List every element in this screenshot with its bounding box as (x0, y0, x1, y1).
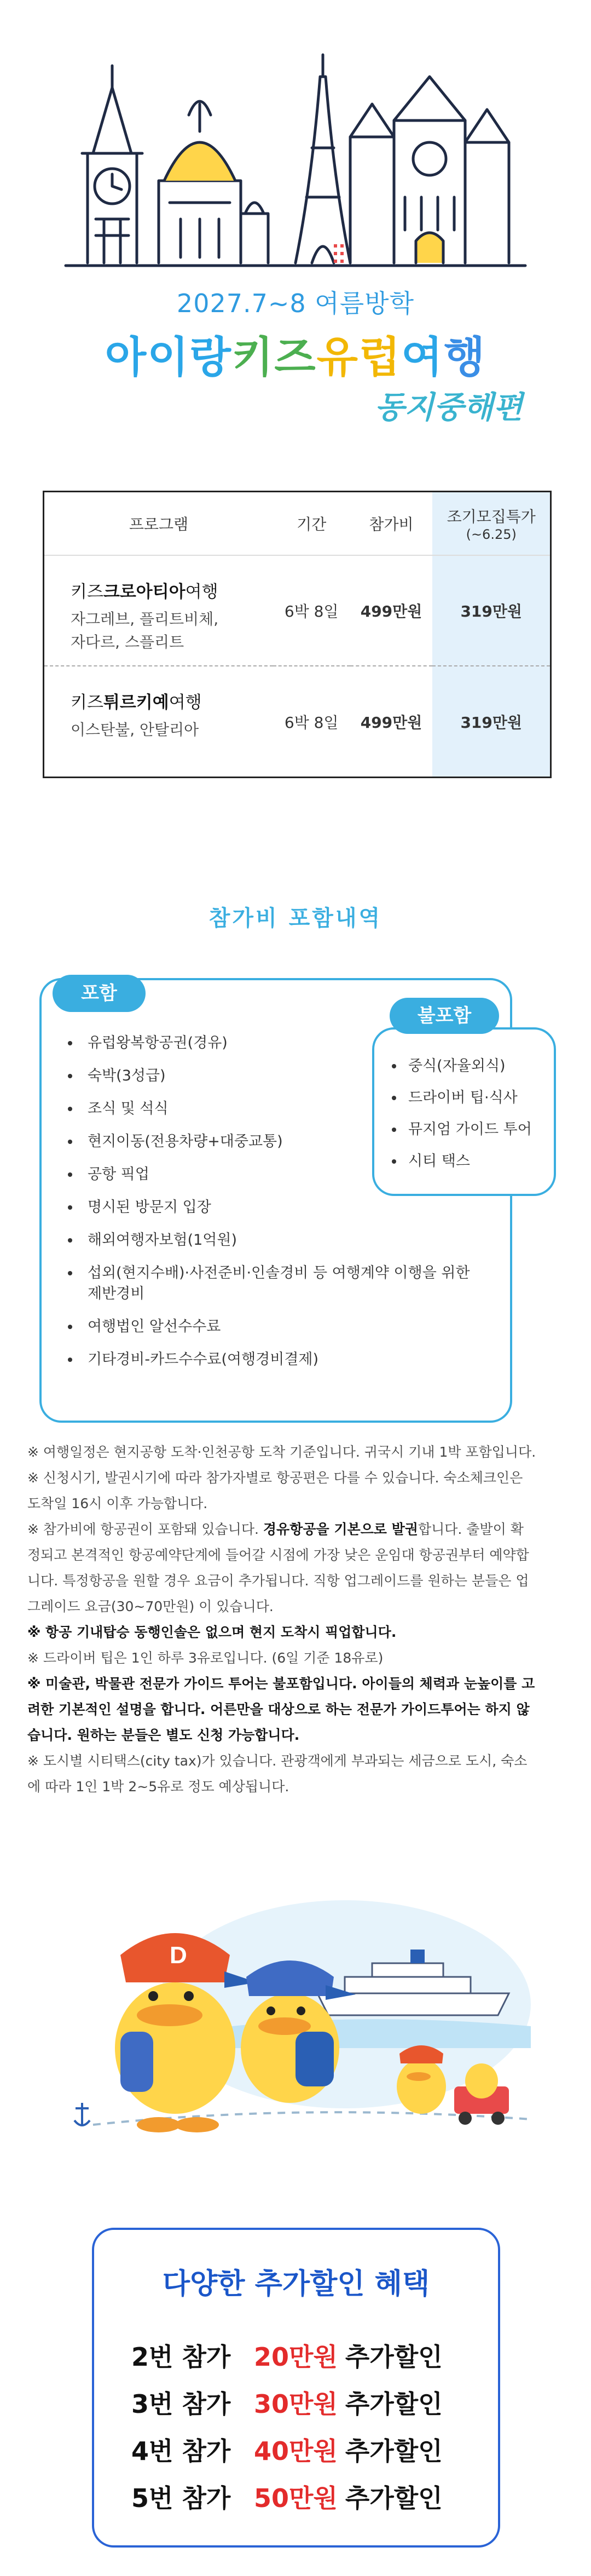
program-name-prefix: 키즈 (71, 582, 103, 602)
price-cell: 499만원 (360, 713, 422, 732)
list-item: 뮤지엄 가이드 투어 (390, 1119, 554, 1140)
note-line: 정되고 본격적인 항공예약단계에 들어갈 시점에 가장 낮은 운임대 항공권부터 예약합 (27, 1547, 529, 1563)
program-name-prefix: 키즈 (71, 693, 103, 712)
program-cell (44, 666, 273, 777)
cathedral-dome-icon (159, 101, 268, 263)
discount-suffix: 추가할인 (345, 2342, 443, 2372)
note-text: ※ 참가비에 항공권이 포함돼 있습니다. (27, 1521, 263, 1537)
list-item: 명시된 방문지 입장 (66, 1197, 372, 1218)
list-item: 해외여행자보험(1억원) (66, 1230, 372, 1251)
duration-cell: 6박 8일 (273, 555, 350, 666)
hero-title-part: 유럽 (316, 333, 402, 382)
note-bold: ※ 미술관, 박물관 전문가 가이드 투어는 불포함입니다. 아이들의 체력과 눈높이를 고 (27, 1676, 535, 1692)
list-item: 여행법인 알선수수료 (66, 1316, 372, 1337)
eiffel-tower-icon (296, 55, 350, 263)
list-item: 조식 및 석식 (66, 1099, 372, 1119)
svg-text:D: D (170, 1942, 187, 1969)
program-name (71, 688, 273, 713)
hero-tagline: 동지중해편 (374, 390, 523, 426)
note-line: ※ 여행일정은 현지공항 도착·인천공항 도착 기준입니다. 귀국시 기내 1박 포함입니다. (27, 1444, 536, 1460)
program-name-bold: 크로아티아 (103, 582, 186, 602)
note-line: 니다. 특정항공을 원할 경우 요금이 추가됩니다. 직항 업그레이드를 원하는 분들은 업 (27, 1573, 529, 1589)
discount-row (131, 2384, 471, 2420)
hero-subtitle: 2027.7~8 여름방학 (176, 289, 415, 318)
note-bold: 경유항공을 기본으로 발권 (263, 1521, 418, 1537)
header-program: 프로그램 (44, 492, 273, 555)
hero-title-part: 키즈 (231, 333, 317, 382)
note-line: 그레이드 요금(30~70만원) 이 있습니다. (27, 1599, 274, 1614)
list-item: 드라이버 팁·식사 (390, 1088, 554, 1108)
early-price-cell: 319만원 (432, 666, 550, 777)
price-table (43, 491, 552, 778)
discount-label: 2번 참가 (131, 2342, 231, 2372)
note-line (27, 1722, 569, 1748)
note-line (27, 1619, 569, 1645)
list-item: 공항 픽업 (66, 1164, 372, 1185)
table-row (44, 555, 550, 666)
hero-title (0, 323, 591, 384)
program-name-suffix: 여행 (169, 693, 202, 712)
discount-row (131, 2479, 471, 2515)
list-item: 기타경비-카드수수료(여행경비결제) (66, 1349, 372, 1370)
discount-suffix: 추가할인 (345, 2389, 443, 2419)
table-header-row (44, 492, 550, 555)
note-line: ※ 드라이버 팁은 1인 하루 3유로입니다. (6일 기준 18유로) (27, 1650, 384, 1666)
discount-row (131, 2431, 471, 2468)
excluded-badge: 불포함 (390, 998, 499, 1034)
hero-title-part: 아이랑 (105, 333, 232, 382)
note-line (27, 1671, 569, 1697)
note-line (27, 1516, 569, 1542)
list-item: 숙박(3성급) (66, 1066, 372, 1086)
discount-amount: 30만원 (254, 2389, 338, 2419)
discount-row (131, 2337, 471, 2373)
program-name (71, 578, 273, 602)
discount-title: 다양한 추가할인 혜택 (162, 2268, 430, 2301)
notes (27, 1439, 569, 1799)
discount-label: 3번 참가 (131, 2389, 231, 2419)
program-cell (44, 555, 273, 666)
program-name-bold: 튀르키예 (103, 693, 169, 712)
discount-label: 5번 참가 (131, 2483, 231, 2513)
header-early-label: 조기모집특가 (447, 508, 536, 526)
hero-title-part: 행 (443, 333, 486, 382)
anchor-icon (74, 2103, 90, 2125)
table-row (44, 666, 550, 777)
discount-suffix: 추가할인 (345, 2483, 443, 2513)
program-desc (71, 608, 273, 654)
header-price: 참가비 (350, 492, 433, 555)
list-item: 유럽왕복항공권(경유) (66, 1033, 372, 1054)
discount-amount: 40만원 (254, 2436, 338, 2466)
excluded-list (390, 1056, 554, 1183)
list-item: 중식(자율외식) (390, 1056, 554, 1077)
note-bold: 습니다. 원하는 분들은 별도 신청 가능합니다. (27, 1727, 300, 1743)
included-badge: 포함 (53, 975, 146, 1012)
list-item: 현지이동(전용차량+대중교통) (66, 1131, 372, 1152)
basilica-icon (350, 77, 509, 263)
discount-label: 4번 참가 (131, 2436, 231, 2466)
note-line: 에 따라 1인 1박 2~5유로 정도 예상됩니다. (27, 1779, 289, 1795)
big-ben-icon (82, 66, 142, 263)
discount-suffix: 추가할인 (345, 2436, 443, 2466)
note-line: ※ 신청시기, 발권시기에 따라 참가자별로 항공편은 다를 수 있습니다. 숙소체크인은 (27, 1470, 523, 1486)
price-cell: 499만원 (350, 555, 433, 666)
hero-title-part: 여 (401, 333, 444, 382)
included-section-title: 참가비 포함내역 (208, 906, 383, 931)
header-duration: 기간 (273, 492, 350, 555)
list-item: 섭외(현지수배)·사전준비·인솔경비 등 여행계약 이행을 위한 제반경비 (66, 1263, 487, 1304)
note-bold: ※ 항공 기내탑승 동행인솔은 없으며 현지 도착시 픽업합니다. (27, 1624, 397, 1640)
note-bold: 려한 기본적인 설명을 합니다. 어른만을 대상으로 하는 전문가 가이드투어는 하지 않 (27, 1701, 530, 1717)
program-name-suffix: 여행 (185, 582, 218, 602)
note-line: 도착일 16시 이후 가능합니다. (27, 1496, 208, 1511)
header-early (432, 492, 550, 555)
note-line (27, 1697, 569, 1722)
list-item: 시티 택스 (390, 1151, 554, 1172)
early-price-cell: 319만원 (432, 555, 550, 666)
program-desc: 이스탄불, 안탈리아 (71, 721, 199, 739)
note-line: ※ 도시별 시티택스(city tax)가 있습니다. 관광객에게 부과되는 세금으로 도시, 숙소 (27, 1753, 528, 1769)
program-desc-line: 자그레브, 플리트비체, (71, 610, 219, 628)
duck-travel-illustration (60, 1867, 542, 2152)
discount-amount: 20만원 (254, 2342, 338, 2372)
duration-cell: 6박 8일 (284, 713, 339, 732)
note-text: 합니다. 출발이 확 (418, 1521, 524, 1537)
header-early-deadline: (~6.25) (466, 527, 517, 542)
discount-amount: 50만원 (254, 2483, 338, 2513)
program-desc-line: 자다르, 스플리트 (71, 633, 184, 651)
